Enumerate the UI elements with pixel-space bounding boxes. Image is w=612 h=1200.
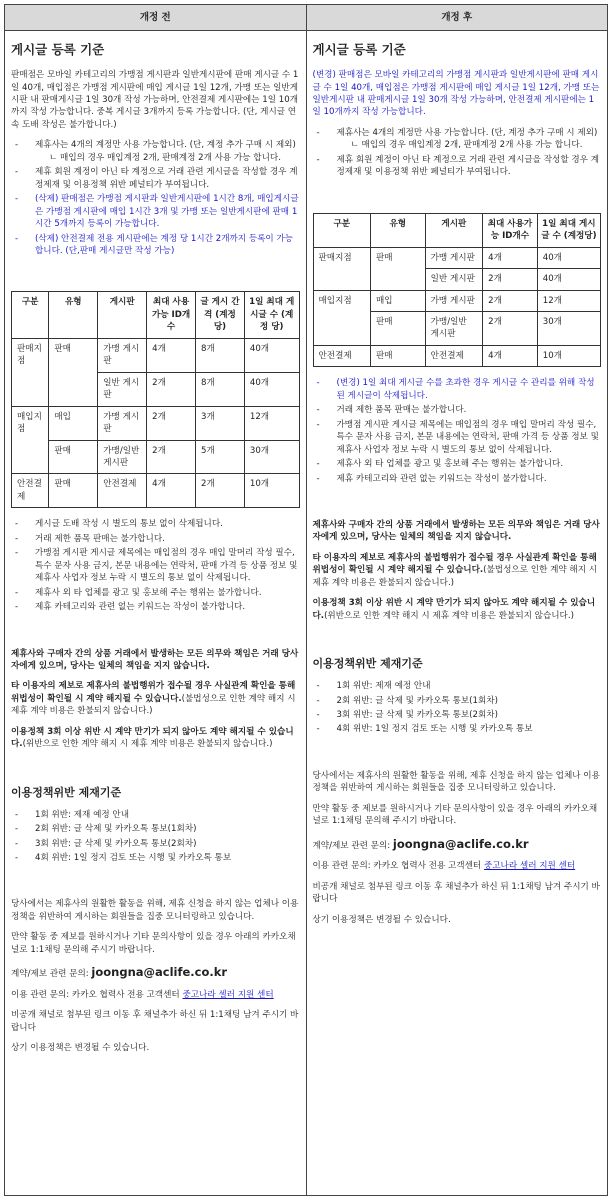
contact-intro: 만약 활동 중 제보를 원하시거나 기타 문의사항이 있을 경우 아래의 카카오채널로 1:1채팅 문의해 주시기 바랍니다.: [11, 932, 296, 955]
monitor-text: 당사에서는 제휴사의 원활한 활동을 위해, 제휴 신청을 하지 않는 업체나 이용정책을 위반하여 게시하는 회원들을 집중 모니터링하고 있습니다.: [11, 899, 299, 922]
chat-note: 비공개 채널로 첨부된 링크 이동 후 채널추가 하신 뒤 1:1채팅 남겨 주시기 바랍니다: [11, 1010, 299, 1033]
list-item: - 제휴사는 4개의 계정만 사용 가능합니다. (단, 계정 추가 구매 시 제외): [313, 127, 602, 139]
seller-support-link[interactable]: 중고나라 셀러 지원 센터: [182, 989, 274, 1000]
liability-text: 제휴사와 구매자 간의 상품 거래에서 발생하는 모든 의무와 책임은 거래 당사자에게 있으며, 당사는 일체의 책임을 지지 않습니다.: [11, 648, 299, 671]
list-item: - 2회 위반: 글 삭제 및 카카오톡 통보(1회차): [313, 695, 602, 707]
table-cell: 안전결제: [425, 345, 483, 366]
limits-table: [313, 213, 602, 368]
list-item-changed: - (변경) 1일 최대 게시글 수를 초과한 경우 게시글 수 관리를 위해 작성된 게시글이 삭제됩니다.: [313, 377, 602, 402]
usage-label: 이용 관련 문의: 카카오 협력사 전용 고객센터: [11, 989, 183, 1000]
table-header: 게시판: [98, 292, 147, 338]
table-cell: 매입: [49, 406, 98, 440]
table-cell: 가맹 게시판: [425, 247, 483, 268]
table-header: 구분: [313, 213, 371, 247]
report-paragraph: [313, 552, 602, 589]
after-column: [307, 31, 608, 1195]
table-row: [313, 247, 601, 268]
table-cell: 안전결제: [313, 345, 371, 366]
list-item: - 가맹점 게시판 게시글 제목에는 매입점의 경우 매입 말머리 작성 필수, 특수 문자 사용 금지, 본문 내용에는 연락처, 판매 가격 등 상품 정보 및 제휴사 사업자 정보 누락 시 별도의 통보 없이 삭제됩니다.: [313, 419, 602, 456]
table-cell: 가맹 게시판: [98, 406, 147, 440]
rules-list: [313, 127, 602, 139]
list-item: - 거래 제한 품목 판매는 불가합니다.: [313, 404, 602, 416]
list-item: - 제휴사 외 타 업체를 광고 및 홍보해 주는 행위는 불가합니다.: [313, 458, 602, 470]
contact-email[interactable]: joongna@aclife.co.kr: [392, 836, 529, 851]
table-row: [12, 474, 300, 508]
report-paragraph: [11, 680, 300, 717]
table-cell: [49, 372, 98, 406]
table-cell: 판매: [49, 474, 98, 508]
table-cell: 매입지점: [313, 290, 371, 311]
list-item: - 4회 위반: 1일 정지 검토 또는 시행 및 카카오톡 통보: [313, 723, 602, 735]
table-cell: 안전결제: [12, 474, 49, 508]
list-item: - 제휴 카테고리와 관련 없는 키워드는 작성이 불가합니다.: [313, 473, 602, 485]
table-cell: 30개: [537, 312, 600, 346]
rules-list: [313, 154, 602, 179]
contact-email[interactable]: joongna@aclife.co.kr: [91, 965, 228, 980]
list-item: - 게시글 도배 작성 시 별도의 통보 없이 삭제됩니다.: [11, 518, 300, 530]
list-item: - 1회 위반: 제재 예정 안내: [11, 809, 300, 821]
seller-support-link[interactable]: 중고나라 셀러 지원 센터: [483, 861, 576, 872]
table-cell: 2개: [147, 372, 196, 406]
table-cell: 4개: [147, 474, 196, 508]
report-bold: 타 이용자의 제보로 제휴사의 불법행위가 접수될 경우 사실관계 확인을 통해 위법성이 확인될 시 계약 해지될 수 있습니다.: [11, 681, 296, 704]
section-title: 게시글 등록 기준: [312, 42, 406, 57]
table-cell: [313, 269, 371, 290]
table-cell: 판매: [371, 345, 426, 366]
table-cell: 가맹/일반 게시판: [425, 312, 483, 346]
contact-line: [313, 836, 602, 853]
header-row: [5, 5, 607, 31]
list-item: - 1회 위반: 제재 예정 안내: [313, 680, 602, 692]
liability-text: 제휴사와 구매자 간의 상품 거래에서 발생하는 모든 의무와 책임은 거래 당사자에게 있으며, 당사는 일체의 책임을 지지 않습니다.: [312, 520, 600, 543]
limits-table: [11, 291, 300, 508]
report-bold: 타 이용자의 제보로 제휴사의 불법행위가 접수될 경우 사실관계 확인을 통해 위법성이 확인될 시 계약 해지될 수 있습니다.: [312, 552, 597, 576]
table-row: [12, 440, 300, 474]
table-cell: 안전결제: [98, 474, 147, 508]
table-header: 최대 사용 가능 ID개수: [147, 292, 196, 338]
table-cell: 12개: [244, 406, 299, 440]
table-row: [12, 338, 300, 372]
table-cell: 30개: [244, 440, 299, 474]
comparison-table: [4, 4, 608, 1196]
table-cell: 4개: [483, 247, 538, 268]
header-after: 개정 후: [441, 11, 473, 23]
table-header: 최대 사용가능 ID개수: [483, 213, 538, 247]
table-cell: 2개: [147, 406, 196, 440]
usage-line: [11, 989, 300, 1001]
table-row: [313, 269, 601, 290]
table-header: 게시판: [425, 213, 483, 247]
intro-text: 판매점은 모바일 카테고리의 가맹점 게시판과 일반게시판에 판매 게시글 수 1일 40개, 매입점은 가맹점 게시판에 매입 게시글 1일 12개, 가맹 또는 일반게시판 내 판매게시글 1일 30개 작성 가능하며, 안전결제 게시판에는 1일 10개까지 작성 가능합니다. 중복 게시글 3개까지 등록 가능합니다. (단, 게시글 연속 도배 작성은 불가합니다.): [11, 70, 299, 130]
violation-paragraph: [313, 597, 602, 622]
header-before: 개정 전: [5, 5, 307, 30]
section-title: 게시글 등록 기준: [11, 42, 105, 57]
table-cell: 일반 게시판: [98, 372, 147, 406]
table-cell: [371, 269, 426, 290]
table-cell: 가맹/일반 게시판: [98, 440, 147, 474]
table-cell: 2개: [483, 269, 538, 290]
table-header: 유형: [371, 213, 426, 247]
table-header: 1일 최대 게시글 수 (계정당): [537, 213, 600, 247]
sanction-title: 이용정책위반 제재기준: [312, 657, 423, 671]
table-cell: 10개: [537, 345, 600, 366]
violation-paragraph: [11, 726, 300, 751]
list-item: - 2회 위반: 글 삭제 및 카카오톡 통보(1회차): [11, 823, 300, 835]
table-cell: 가맹 게시판: [98, 338, 147, 372]
table-cell: 2개: [483, 312, 538, 346]
table-cell: 2개: [483, 290, 538, 311]
contact-label: 계약/제보 관련 문의:: [312, 840, 393, 851]
monitor-text: 당사에서는 제휴사의 원활한 활동을 위해, 제휴 신청을 하지 않는 업체나 이용정책을 위반하여 게시하는 회원들을 집중 모니터링하고 있습니다.: [312, 770, 600, 794]
table-cell: 가맹 게시판: [425, 290, 483, 311]
list-item: - 제휴사 외 타 업체를 광고 및 홍보해 주는 행위는 불가합니다.: [11, 587, 300, 599]
table-cell: 40개: [244, 372, 299, 406]
table-row: [313, 290, 601, 311]
table-row: [12, 372, 300, 406]
table-cell: [12, 372, 49, 406]
table-cell: 12개: [537, 290, 600, 311]
violation-note: (위반으로 인한 계약 해지 시 제휴 계약 비용은 환불되지 않습니다.): [22, 739, 273, 750]
list-item: - 제휴 회원 계정이 아닌 타 계정으로 거래 관련 게시글을 작성할 경우 계정제재 및 이용정책 위반 페널티가 부여됩니다.: [313, 154, 602, 179]
table-row: [313, 345, 601, 366]
sub-note: ㄴ 매입의 경우 매입계정 2개, 판매계정 2개 사용 가능 합니다.: [49, 152, 281, 163]
table-cell: [12, 440, 49, 474]
report-note: (불법성으로 인한 계약 해지 시 제휴 계약 비용은 환불되지 않습니다.): [312, 565, 598, 588]
table-row: [313, 312, 601, 346]
table-cell: 5개: [196, 440, 245, 474]
table-cell: 40개: [244, 338, 299, 372]
table-cell: 3개: [196, 406, 245, 440]
intro-text-changed: (변경) 판매점은 모바일 카테고리의 가맹점 게시판과 일반게시판에 판매 게시글 수 1일 40개, 매입점은 가맹점 게시판에 매입 게시글 1일 12개, 가맹 또는 일반게시판 내 판매게시글 1일 30개 작성 가능하며, 안전결제 게시판에는 1일 10개까지 작성 가능합니다.: [312, 70, 600, 118]
table-header: 글 게시 간격 (계정당): [196, 292, 245, 338]
table-cell: 8개: [196, 372, 245, 406]
table-row: [12, 406, 300, 440]
table-cell: 판매: [371, 247, 426, 268]
table-cell: 판매: [371, 312, 426, 346]
table-header: 구분: [12, 292, 49, 338]
contact-line: [11, 964, 300, 981]
rules-list: [11, 166, 300, 257]
violation-note: (위반으로 인한 계약 해지 시 제휴 계약 비용은 환불되지 않습니다.): [324, 610, 574, 621]
contact-intro: 만약 활동 중 제보를 원하시거나 기타 문의사항이 있을 경우 아래의 카카오채널로 1:1채팅 문의해 주시기 바랍니다.: [312, 803, 598, 827]
list-item: - 거래 제한 품목 판매는 불가합니다.: [11, 533, 300, 545]
change-note: 상기 이용정책은 변경될 수 있습니다.: [11, 1043, 150, 1054]
list-item: - 제휴 회원 계정이 아닌 타 계정으로 거래 관련 게시글을 작성할 경우 계정제재 및 이용정책 위반 페널티가 부여됩니다.: [11, 166, 300, 191]
before-column: [5, 31, 307, 1195]
list-item: - 3회 위반: 글 삭제 및 카카오톡 통보(2회차): [313, 709, 602, 721]
report-note: (불법성으로 인한 계약 해지 시 제휴 계약 비용은 환불되지 않습니다.): [11, 693, 296, 717]
table-cell: [313, 312, 371, 346]
notes-list: [11, 518, 300, 613]
table-cell: 판매지점: [12, 338, 49, 372]
list-item: - 제휴사는 4개의 계정만 사용 가능합니다. (단, 계정 추가 구매 시 제외): [11, 139, 300, 151]
usage-label: 이용 관련 문의: 카카오 협력사 전용 고객센터: [312, 861, 484, 872]
list-item: - 가맹점 게시판 게시글 제목에는 매입점의 경우 매입 말머리 작성 필수, 특수 문자 사용 금지, 본문 내용에는 연락처, 판매 가격 등 상품 정보 및 제휴사 사업자 정보 누락 시 별도의 통보 없이 삭제됩니다.: [11, 547, 300, 584]
table-cell: 10개: [244, 474, 299, 508]
violation-bold: 이용정책 3회 이상 위반 시 계약 만기가 되지 않아도 계약 해지될 수 있습니다.: [312, 598, 596, 621]
table-cell: 2개: [196, 474, 245, 508]
table-cell: 8개: [196, 338, 245, 372]
sanction-list: [11, 809, 300, 865]
list-item: - 제휴 카테고리와 관련 없는 키워드는 작성이 불가합니다.: [11, 601, 300, 613]
violation-bold: 이용정책 3회 이상 위반 시 계약 만기가 되지 않아도 계약 해지될 수 있습니다.: [11, 726, 294, 750]
rules-list: [11, 139, 300, 151]
table-cell: 40개: [537, 247, 600, 268]
table-cell: 40개: [537, 269, 600, 290]
table-cell: 판매지점: [313, 247, 371, 268]
list-item: - 4회 위반: 1일 정지 검토 또는 시행 및 카카오톡 통보: [11, 852, 300, 864]
sanction-list: [313, 680, 602, 736]
table-cell: 일반 게시판: [425, 269, 483, 290]
table-header: 유형: [49, 292, 98, 338]
chat-note: 비공개 채널로 첨부된 링크 이동 후 채널추가 하신 뒤 1:1채팅 남겨 주시기 바랍니다: [312, 881, 600, 905]
notes-list: [313, 377, 602, 485]
usage-line: [313, 860, 602, 872]
table-cell: 매입지점: [12, 406, 49, 440]
sanction-title: 이용정책위반 제재기준: [11, 785, 122, 799]
list-item-deleted: - (삭제) 판매점은 가맹점 게시판과 일반게시판에 1시간 8개, 매입게시글은 가맹점 게시판에 매입 1시간 3개 및 가맹 또는 일반게시판에 판매 1시간 5개까지 등록이 가능합니다.: [11, 193, 300, 230]
list-item: - 3회 위반: 글 삭제 및 카카오톡 통보(2회차): [11, 838, 300, 850]
table-cell: 판매: [49, 440, 98, 474]
sub-note: ㄴ 매입의 경우 매입계정 2개, 판매계정 2개 사용 가능 합니다.: [350, 140, 583, 151]
table-cell: 매입: [371, 290, 426, 311]
table-cell: 4개: [483, 345, 538, 366]
table-cell: 2개: [147, 440, 196, 474]
table-cell: 4개: [147, 338, 196, 372]
contact-label: 계약/제보 관련 문의:: [11, 969, 92, 980]
table-cell: 판매: [49, 338, 98, 372]
list-item-deleted: - (삭제) 안전결제 전용 게시판에는 계정 당 1시간 2개까지 등록이 가능합니다. (단,판매 게시글만 작성 가능): [11, 233, 300, 258]
change-note: 상기 이용정책은 변경될 수 있습니다.: [312, 914, 451, 925]
table-header: 1일 최대 게시글 수 (계정 당): [244, 292, 299, 338]
